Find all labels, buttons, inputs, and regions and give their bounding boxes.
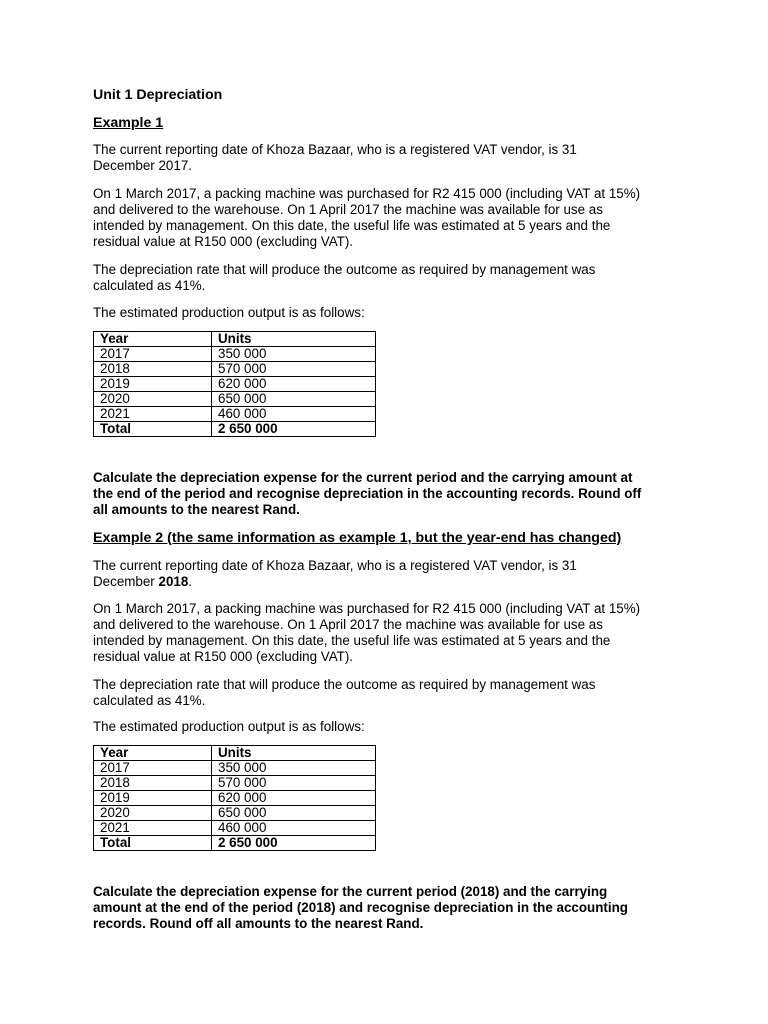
text-line: amount at the end of the period (2018) and recognise depreciation in the accounting [93, 900, 628, 915]
column-header-year: Year [94, 332, 212, 347]
example1-paragraph-rate [93, 262, 693, 294]
text-line: The current reporting date of Khoza Bazaar, who is a registered VAT vendor, is 31 [93, 558, 577, 573]
text-line: December 2017. [93, 158, 192, 173]
table-row [94, 407, 376, 422]
cell-units: 570 000 [212, 776, 376, 791]
text-line: On 1 March 2017, a packing machine was purchased for R2 415 000 (including VAT at 15%) [93, 601, 641, 616]
example1-paragraph-reporting-date [93, 142, 693, 174]
text-line: and delivered to the warehouse. On 1 April 2017 the machine was available for use as [93, 202, 603, 217]
table-row [94, 776, 376, 791]
example2-paragraph-output-intro: The estimated production output is as follows: [93, 719, 365, 734]
cell-units: 460 000 [212, 821, 376, 836]
example2-question [93, 884, 693, 932]
cell-units: 570 000 [212, 362, 376, 377]
text-line: On 1 March 2017, a packing machine was purchased for R2 415 000 (including VAT at 15%) [93, 186, 641, 201]
cell-year: 2019 [94, 377, 212, 392]
table-total-row [94, 422, 376, 437]
cell-total-units: 2 650 000 [212, 836, 376, 851]
text-line: intended by management. On this date, the useful life was estimated at 5 years and the [93, 218, 611, 233]
cell-total-label: Total [94, 422, 212, 437]
cell-total-units: 2 650 000 [212, 422, 376, 437]
example2-heading: Example 2 (the same information as example 1, but the year-end has changed) [93, 530, 622, 546]
text-line: The depreciation rate that will produce the outcome as required by management was [93, 262, 596, 277]
text-fragment: . [188, 574, 193, 589]
table-row [94, 377, 376, 392]
table-row [94, 392, 376, 407]
column-header-year: Year [94, 746, 212, 761]
table-row [94, 791, 376, 806]
text-line: calculated as 41%. [93, 278, 206, 293]
text-line: Calculate the depreciation expense for the current period and the carrying amount at [93, 470, 633, 485]
table-row [94, 806, 376, 821]
text-line: calculated as 41%. [93, 693, 206, 708]
text-line: all amounts to the nearest Rand. [93, 502, 300, 517]
example1-paragraph-purchase [93, 186, 693, 250]
table-total-row [94, 836, 376, 851]
text-line: and delivered to the warehouse. On 1 April 2017 the machine was available for use as [93, 617, 603, 632]
example1-question [93, 470, 693, 518]
unit-title: Unit 1 Depreciation [93, 87, 223, 103]
table-row [94, 761, 376, 776]
example2-paragraph-rate [93, 677, 693, 709]
cell-year: 2017 [94, 347, 212, 362]
cell-units: 460 000 [212, 407, 376, 422]
cell-year: 2021 [94, 407, 212, 422]
table-row [94, 347, 376, 362]
text-line: residual value at R150 000 (excluding VAT). [93, 234, 354, 249]
example1-production-table [93, 331, 376, 437]
bold-year: 2018 [158, 574, 189, 589]
example2-paragraph-reporting-date [93, 558, 693, 590]
table-header-row [94, 746, 376, 761]
cell-units: 650 000 [212, 392, 376, 407]
text-line: intended by management. On this date, the useful life was estimated at 5 years and the [93, 633, 611, 648]
example2-production-table [93, 745, 376, 851]
example2-paragraph-purchase [93, 601, 693, 665]
cell-units: 620 000 [212, 791, 376, 806]
text-line: The current reporting date of Khoza Bazaar, who is a registered VAT vendor, is 31 [93, 142, 577, 157]
cell-units: 350 000 [212, 761, 376, 776]
cell-year: 2020 [94, 806, 212, 821]
table-row [94, 362, 376, 377]
example1-heading: Example 1 [93, 115, 164, 131]
text-fragment: December [93, 574, 159, 589]
cell-year: 2021 [94, 821, 212, 836]
cell-total-label: Total [94, 836, 212, 851]
cell-year: 2018 [94, 362, 212, 377]
table-header-row [94, 332, 376, 347]
table-row [94, 821, 376, 836]
text-line: residual value at R150 000 (excluding VAT). [93, 649, 354, 664]
column-header-units: Units [212, 332, 376, 347]
cell-year: 2017 [94, 761, 212, 776]
text-line: The depreciation rate that will produce the outcome as required by management was [93, 677, 596, 692]
cell-units: 620 000 [212, 377, 376, 392]
text-line: records. Round off all amounts to the nearest Rand. [93, 916, 424, 931]
cell-year: 2018 [94, 776, 212, 791]
column-header-units: Units [212, 746, 376, 761]
text-line: Calculate the depreciation expense for the current period (2018) and the carrying [93, 884, 608, 899]
cell-year: 2019 [94, 791, 212, 806]
text-line: the end of the period and recognise depreciation in the accounting records. Round off [93, 486, 642, 501]
cell-units: 350 000 [212, 347, 376, 362]
cell-units: 650 000 [212, 806, 376, 821]
cell-year: 2020 [94, 392, 212, 407]
example1-paragraph-output-intro: The estimated production output is as follows: [93, 305, 365, 320]
